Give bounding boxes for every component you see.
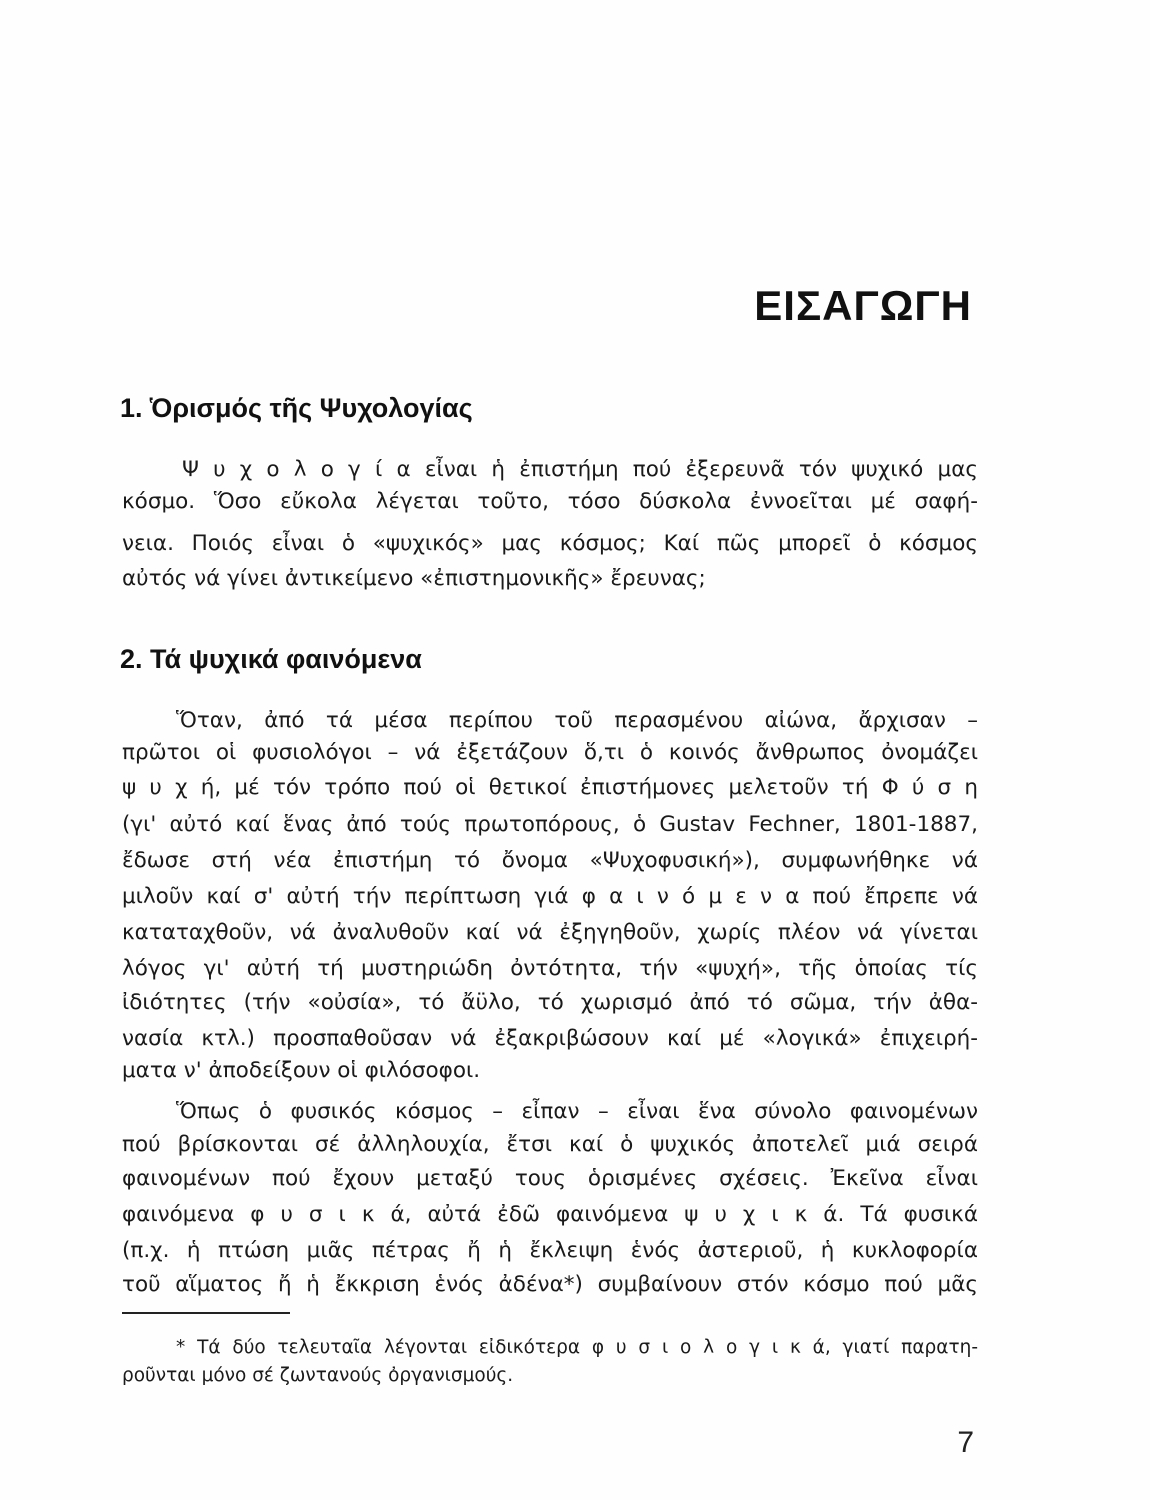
page-number: 7	[957, 1426, 974, 1459]
body-line: κόσμο. Ὅσο εὔκολα λέγεται τοῦτο, τόσο δύσκολα ἐννοεῖται μέ σαφή-	[122, 489, 978, 514]
body-line: ἔδωσε στή νέα ἐπιστήμη τό ὄνομα «Ψυχοφυσική»), συμφωνήθηκε νά	[122, 848, 978, 873]
body-line: αὐτός νά γίνει ἀντικείμενο «ἐπιστημονικῆς» ἔρευνας;	[122, 566, 706, 591]
body-line: πρῶτοι οἱ φυσιολόγοι – νά ἐξετάζουν ὅ,τι ὁ κοινός ἄνθρωπος ὀνομάζει	[122, 740, 978, 765]
section-heading-1: 1. Ὁρισμός τῆς Ψυχολογίας	[120, 393, 473, 423]
body-line: Ὅταν, ἀπό τά μέσα περίπου τοῦ περασμένου αἰώνα, ἄρχισαν –	[176, 708, 978, 733]
body-line: ψ υ χ ή, μέ τόν τρόπο πού οἱ θετικοί ἐπιστήμονες μελετοῦν τή Φ ύ σ η	[122, 775, 978, 800]
body-line: ἰδιότητες (τήν «οὐσία», τό ἄϋλο, τό χωρισμό ἀπό τό σῶμα, τήν ἀθα-	[122, 990, 978, 1015]
body-line: λόγος γι' αὐτή τή μυστηριώδη ὀντότητα, τήν «ψυχή», τῆς ὁποίας τίς	[122, 956, 978, 981]
body-line: Ψ υ χ ο λ ο γ ί α εἶναι ἡ ἐπιστήμη πού ἐξερευνᾶ τόν ψυχικό μας	[182, 457, 978, 482]
body-line: πού βρίσκονται σέ ἀλληλουχία, ἔτσι καί ὁ ψυχικός ἀποτελεῖ μιά σειρά	[122, 1132, 978, 1157]
body-line: μιλοῦν καί σ' αὐτή τήν περίπτωση γιά φ α ι ν ό μ ε ν α πού ἔπρεπε νά	[122, 884, 978, 909]
body-line: (γι' αὐτό καί ἕνας ἀπό τούς πρωτοπόρους, ὁ Gustav Fechner, 1801-1887,	[122, 812, 978, 837]
body-line: (π.χ. ἡ πτώση μιᾶς πέτρας ἤ ἡ ἔκλειψη ἑνός ἀστεριοῦ, ἡ κυκλοφορία	[122, 1238, 978, 1263]
footnote-divider	[122, 1312, 290, 1314]
body-line: νασία κτλ.) προσπαθοῦσαν νά ἐξακριβώσουν καί μέ «λογικά» ἐπιχειρή-	[122, 1026, 978, 1051]
section-heading-2: 2. Τά ψυχικά φαινόμενα	[120, 644, 422, 674]
body-line: φαινομένων πού ἔχουν μεταξύ τους ὁρισμένες σχέσεις. Ἐκεῖνα εἶναι	[122, 1166, 978, 1191]
body-line: τοῦ αἵματος ἤ ἡ ἔκκριση ἑνός ἀδένα*) συμβαίνουν στόν κόσμο πού μᾶς	[122, 1272, 978, 1297]
body-line: Ὅπως ὁ φυσικός κόσμος – εἶπαν – εἶναι ἕνα σύνολο φαινομένων	[176, 1099, 978, 1124]
body-line: ματα ν' ἀποδείξουν οἱ φιλόσοφοι.	[122, 1058, 481, 1083]
body-line: φαινόμενα φ υ σ ι κ ά, αὐτά ἐδῶ φαινόμενα ψ υ χ ι κ ά. Τά φυσικά	[122, 1202, 978, 1227]
chapter-title: ΕΙΣΑΓΩΓΗ	[754, 282, 972, 329]
body-line: νεια. Ποιός εἶναι ὁ «ψυχικός» μας κόσμος; Καί πῶς μπορεῖ ὁ κόσμος	[122, 531, 978, 556]
footnote-line: * Τά δύο τελευταῖα λέγονται εἰδικότερα φ υ σ ι ο λ ο γ ι κ ά, γιατί παρατη-	[176, 1337, 978, 1358]
footnote-line: ροῦνται μόνο σέ ζωντανούς ὀργανισμούς.	[122, 1365, 514, 1386]
body-line: καταταχθοῦν, νά ἀναλυθοῦν καί νά ἐξηγηθοῦν, χωρίς πλέον νά γίνεται	[122, 920, 978, 945]
